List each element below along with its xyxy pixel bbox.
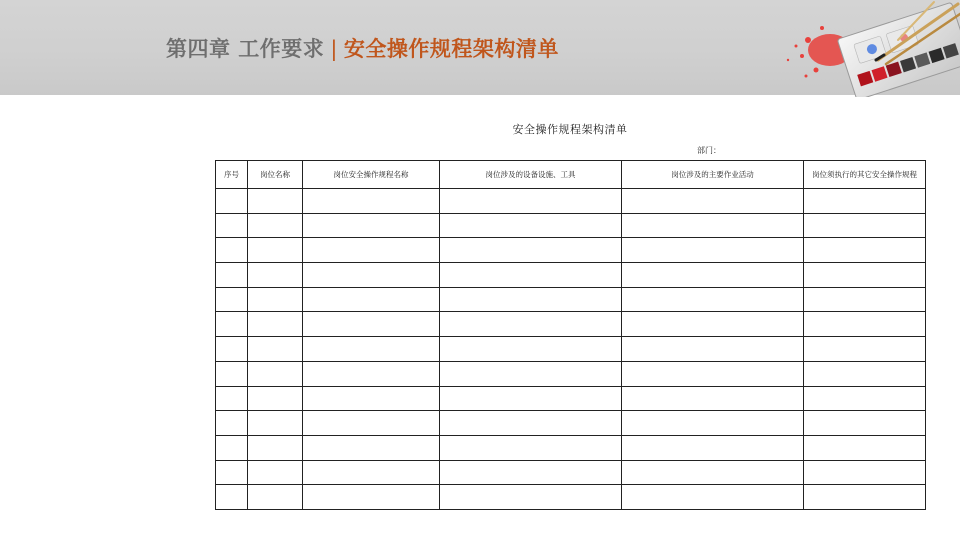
table-cell [216,312,248,337]
table-body [216,189,926,510]
table-cell [216,337,248,362]
table-cell [248,337,303,362]
table-cell [303,460,440,485]
table-row [216,485,926,510]
table-cell [804,386,926,411]
table-row [216,287,926,312]
table-cell [216,485,248,510]
column-header-index: 序号 [216,161,248,189]
table-cell [303,361,440,386]
table-cell [440,238,622,263]
table-cell [440,189,622,214]
table-row [216,337,926,362]
table-cell [216,189,248,214]
table-cell [804,485,926,510]
table-cell [804,238,926,263]
table-cell [248,238,303,263]
department-label: 部门： [697,146,721,155]
table-cell [248,263,303,288]
table-cell [248,312,303,337]
table-cell [303,485,440,510]
table-cell [303,287,440,312]
table-cell [440,411,622,436]
table-cell [248,485,303,510]
table-row [216,263,926,288]
table-cell [622,435,804,460]
table-row [216,213,926,238]
table-cell [216,460,248,485]
table-row [216,386,926,411]
table-cell [303,213,440,238]
table-cell [216,411,248,436]
table-cell [804,213,926,238]
table-cell [804,337,926,362]
table-cell [622,337,804,362]
table-cell [622,361,804,386]
column-header-activities: 岗位涉及的主要作业活动 [622,161,804,189]
table-cell [622,213,804,238]
table-cell [216,386,248,411]
table-cell [248,411,303,436]
table-header-row [216,161,926,189]
table-cell [440,460,622,485]
table-row [216,361,926,386]
table-cell [622,460,804,485]
table-cell [303,312,440,337]
column-header-procedure-name: 岗位安全操作规程名称 [303,161,440,189]
page-title [166,33,559,63]
table-cell [303,238,440,263]
topic-title: 安全操作规程架构清单 [343,37,559,61]
table-cell [440,287,622,312]
table-cell [248,386,303,411]
table-cell [216,238,248,263]
table-cell [440,213,622,238]
table-cell [216,361,248,386]
table-cell [303,337,440,362]
column-header-post-name: 岗位名称 [248,161,303,189]
table-row [216,435,926,460]
table-cell [216,213,248,238]
table-cell [622,411,804,436]
table-cell [440,312,622,337]
table-cell [216,287,248,312]
table-row [216,312,926,337]
table-cell [440,435,622,460]
table-cell [216,263,248,288]
table-cell [440,337,622,362]
table-cell [804,263,926,288]
table-cell [440,263,622,288]
table-cell [804,312,926,337]
table-cell [804,411,926,436]
column-header-equipment: 岗位涉及的设备设施、工具 [440,161,622,189]
table-cell [440,386,622,411]
column-header-other-procedures: 岗位须执行的其它安全操作规程 [804,161,926,189]
table-cell [804,189,926,214]
table-cell [622,386,804,411]
table-cell [804,460,926,485]
table-cell [248,287,303,312]
table-cell [303,386,440,411]
title-separator: | [330,37,338,61]
table-cell [622,189,804,214]
procedure-table [215,160,926,510]
table-cell [303,435,440,460]
table-row [216,189,926,214]
table-row [216,238,926,263]
table-row [216,460,926,485]
table-cell [622,485,804,510]
table-cell [804,287,926,312]
table-cell [622,238,804,263]
table-cell [804,361,926,386]
table-cell [248,213,303,238]
paint-palette-icon [758,0,960,97]
table-cell [248,435,303,460]
table-cell [440,361,622,386]
table-cell [248,361,303,386]
table-cell [622,287,804,312]
table-cell [216,435,248,460]
table-cell [248,460,303,485]
table-cell [248,189,303,214]
table-cell [303,189,440,214]
chapter-title: 第四章 工作要求 [166,37,325,61]
table-cell [622,312,804,337]
table-cell [622,263,804,288]
table-cell [303,263,440,288]
table-cell [303,411,440,436]
document-title: 安全操作规程架构清单 [512,123,628,136]
table-cell [804,435,926,460]
table-row [216,411,926,436]
table-cell [440,485,622,510]
